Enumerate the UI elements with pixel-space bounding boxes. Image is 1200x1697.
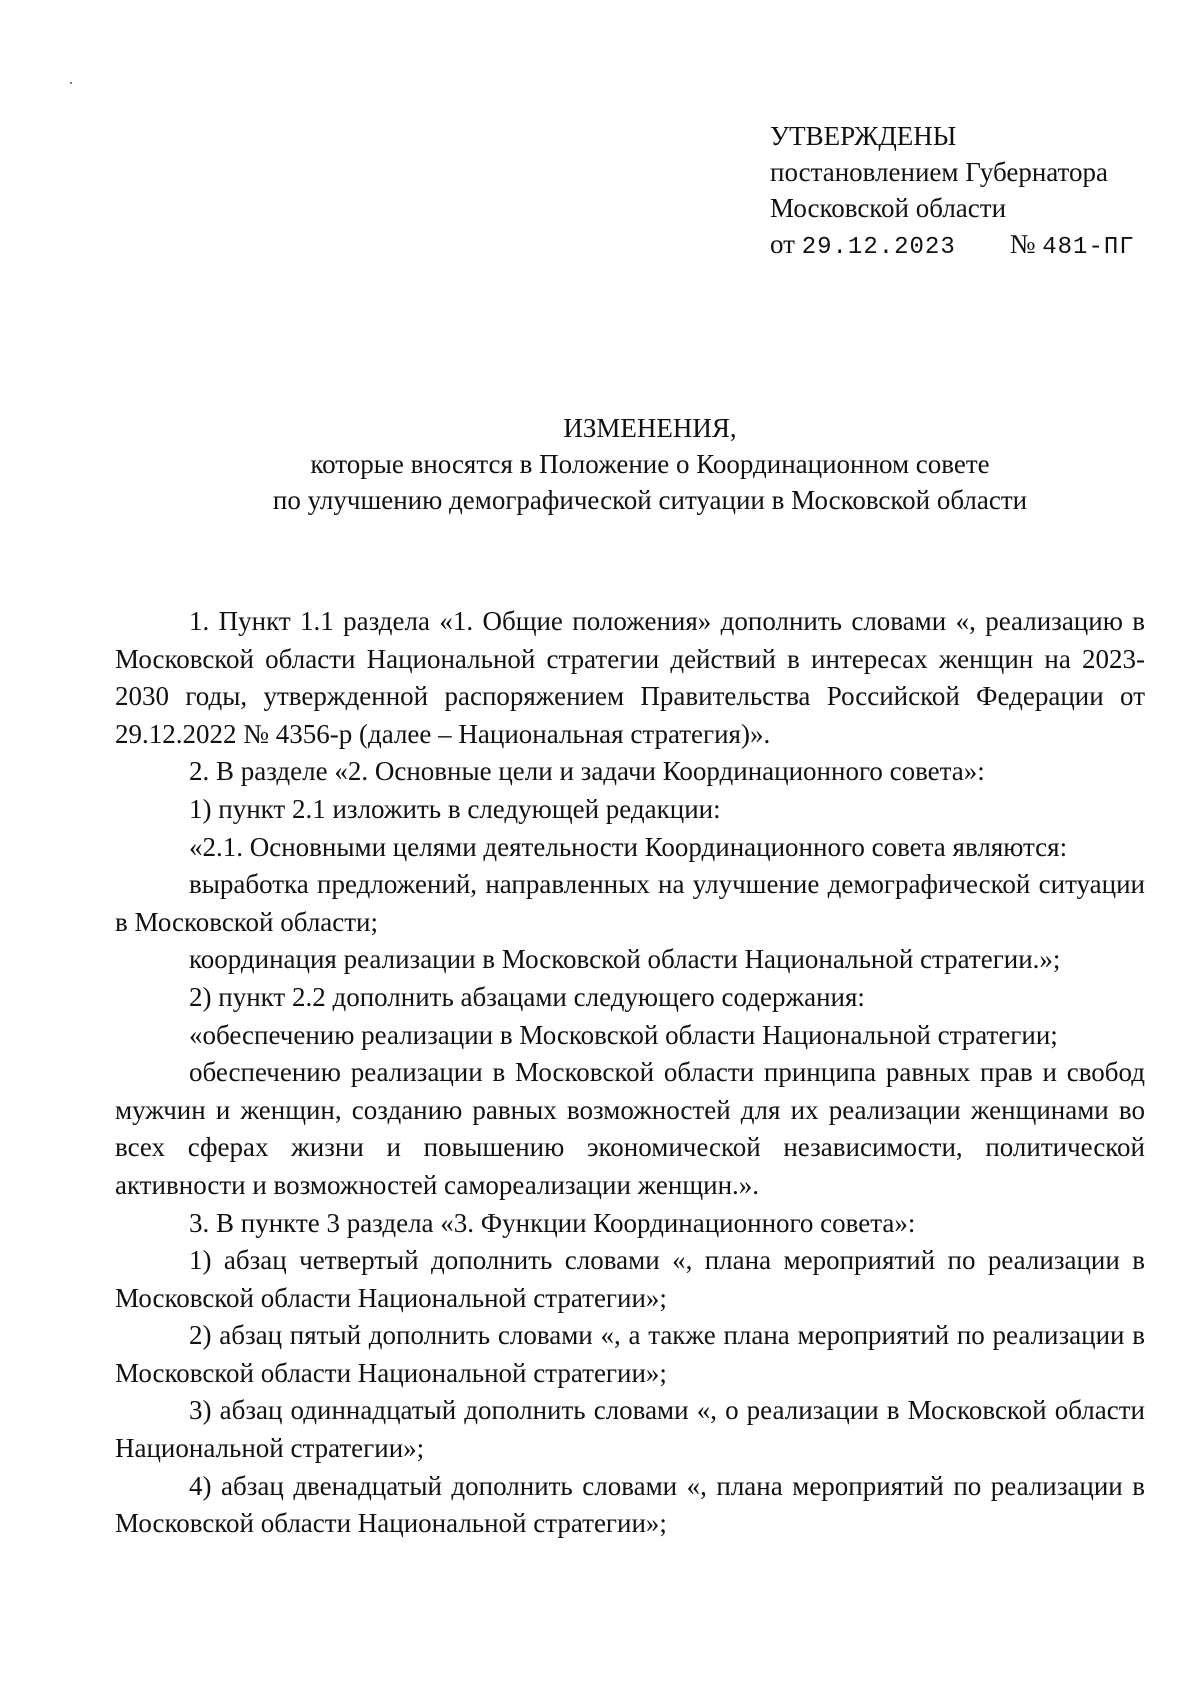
title-subtitle-line-1: которые вносятся в Положение о Координационном совете bbox=[310, 449, 990, 479]
date-prefix: от bbox=[770, 229, 795, 259]
paragraph: «обеспечению реализации в Московской области Национальной стратегии; bbox=[189, 1019, 1058, 1050]
number-sign: № bbox=[1009, 229, 1036, 259]
scan-speck bbox=[70, 82, 72, 84]
title-subtitle-line-2: по улучшению демографической ситуации в Московской области bbox=[272, 485, 1028, 515]
approval-region-line: Московской области bbox=[770, 193, 1007, 223]
decree-number: 481-ПГ bbox=[1042, 234, 1135, 261]
paragraph: обеспечению реализации в Московской области принципа равных прав и свобод мужчин и женщин, созданию равных возможностей для их реализации женщинами во всех сферах жизни и повышению экономической независимости, политической активности и возможностей самореализации женщин.». bbox=[115, 1057, 1145, 1200]
paragraph: 3) абзац одиннадцатый дополнить словами «, о реализации в Московской области Национальной стратегии»; bbox=[115, 1395, 1145, 1464]
paragraph: 1. Пункт 1.1 раздела «1. Общие положения» дополнить словами «, реализацию в Московской области Национальной стратегии действий в интересах женщин на 2023-2030 годы, утвержденной распоряжением Правительства Российской Федерации от 29.12.2022 № 4356-р (далее – Национальная стратегия)». bbox=[115, 606, 1145, 749]
title-heading: ИЗМЕНЕНИЯ, bbox=[563, 413, 737, 443]
paragraph: 2) абзац пятый дополнить словами «, а также плана мероприятий по реализации в Московской области Национальной стратегии»; bbox=[115, 1320, 1145, 1388]
paragraph: 2) пункт 2.2 дополнить абзацами следующего содержания: bbox=[189, 981, 865, 1012]
decree-date: 29.12.2023 bbox=[801, 234, 956, 261]
approval-decree-line: постановлением Губернатора bbox=[770, 157, 1108, 187]
paragraph: 1) пункт 2.1 изложить в следующей редакции: bbox=[189, 793, 721, 824]
paragraph: «2.1. Основными целями деятельности Координационного совета являются: bbox=[189, 831, 1068, 862]
approval-block bbox=[770, 118, 1135, 266]
paragraph: 2. В разделе «2. Основные цели и задачи Координационного совета»: bbox=[189, 756, 985, 787]
document-title bbox=[150, 410, 1150, 518]
approval-heading: УТВЕРЖДЕНЫ bbox=[770, 121, 957, 151]
paragraph: 4) абзац двенадцатый дополнить словами «, плана мероприятий по реализации в Московской области Национальной стратегии»; bbox=[115, 1470, 1145, 1539]
paragraph: выработка предложений, направленных на улучшение демографической ситуации в Московской области; bbox=[115, 869, 1145, 937]
approval-date-line bbox=[770, 226, 1135, 266]
paragraph: 1) абзац четвертый дополнить словами «, плана мероприятий по реализации в Московской области Национальной стратегии»; bbox=[115, 1245, 1145, 1313]
paragraph: 3. В пункте 3 раздела «3. Функции Координационного совета»: bbox=[189, 1207, 916, 1238]
document-body bbox=[115, 603, 1145, 1543]
paragraph: координация реализации в Московской области Национальной стратегии.»; bbox=[189, 944, 1061, 975]
